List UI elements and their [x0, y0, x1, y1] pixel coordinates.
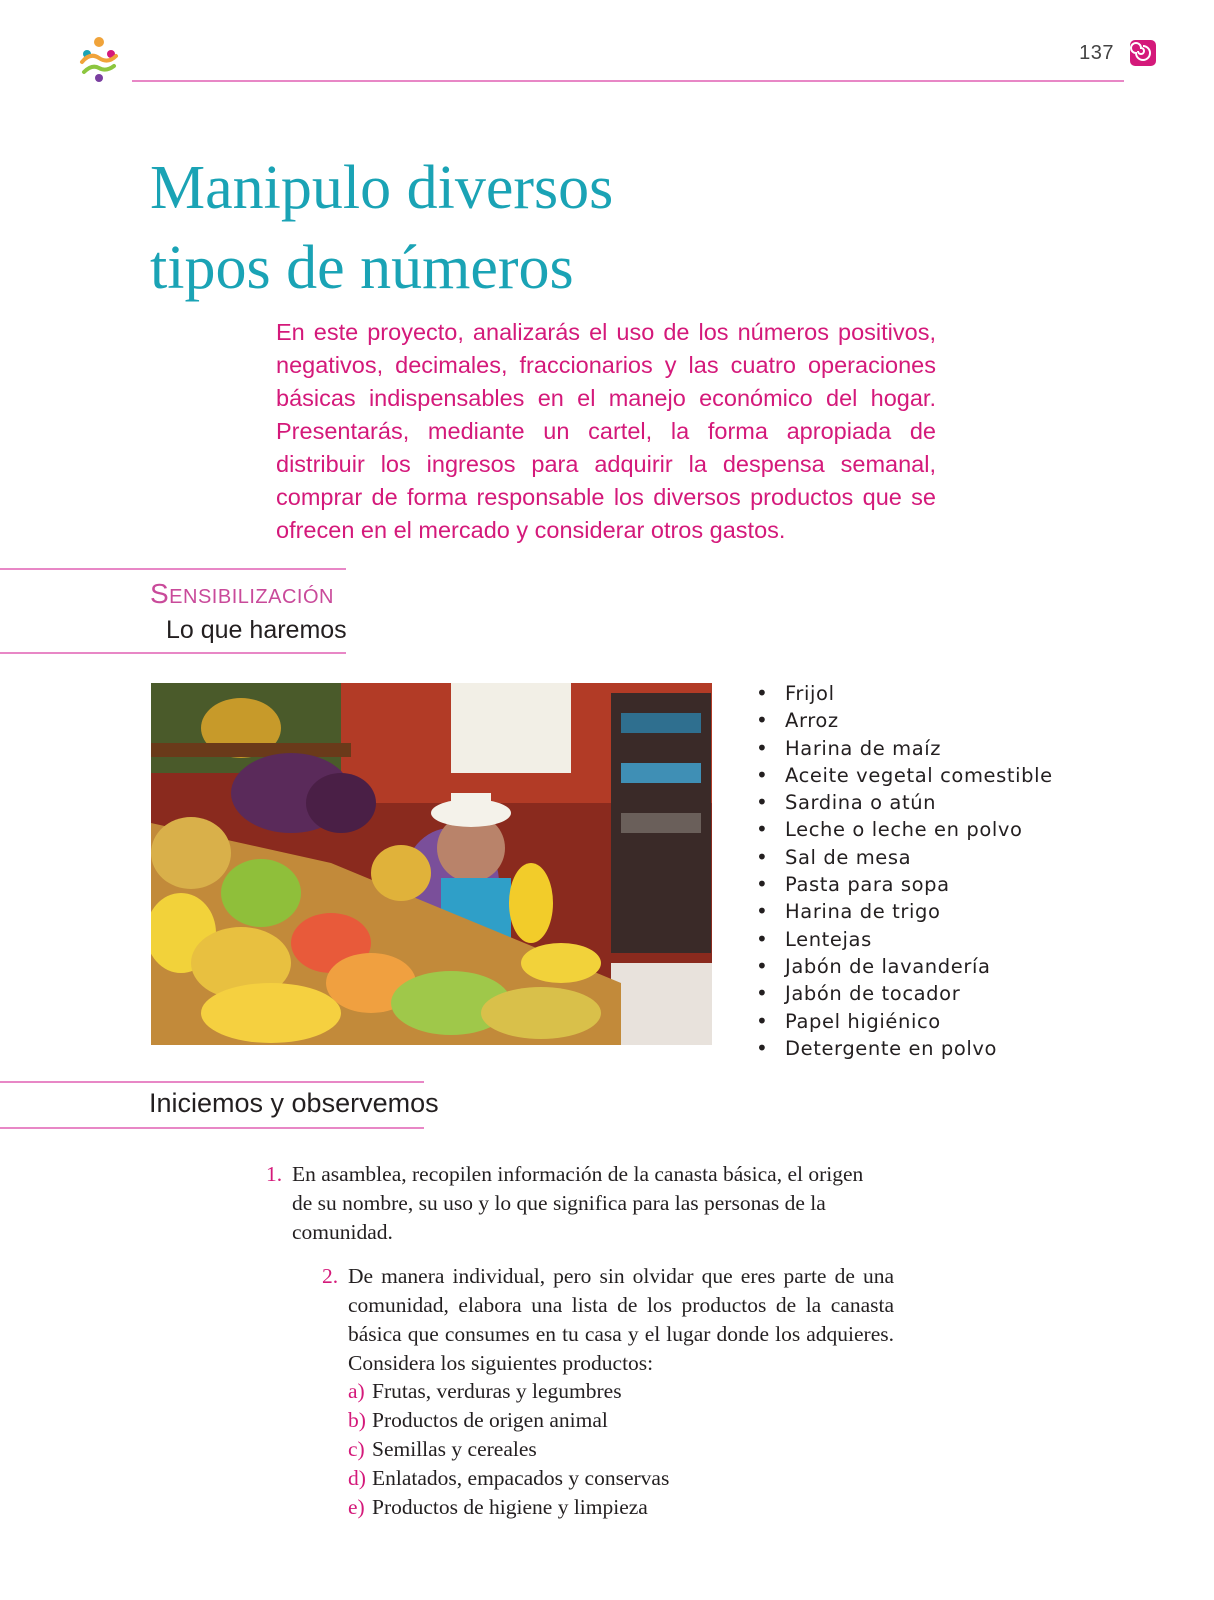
- sub-item: [348, 1464, 669, 1493]
- subsection-title: Iniciemos y observemos: [149, 1088, 439, 1118]
- list-item: • Leche o leche en polvo: [752, 816, 1053, 843]
- sub-item: [348, 1435, 669, 1464]
- sub-item-letter: a): [348, 1379, 365, 1403]
- list-item: • Sal de mesa: [752, 844, 1053, 871]
- spiral-ornament-icon: [1128, 38, 1158, 68]
- list-item: • Pasta para sopa: [752, 871, 1053, 898]
- sub-item-text: Enlatados, empacados y conservas: [372, 1466, 670, 1490]
- sub-item-list: [348, 1377, 669, 1522]
- sub-item-letter: d): [348, 1466, 366, 1490]
- sub-item-text: Productos de origen animal: [372, 1408, 608, 1432]
- list-item: • Harina de trigo: [752, 898, 1053, 925]
- question-1: [266, 1160, 872, 1247]
- section-rule-top: [0, 568, 346, 570]
- sub-item-letter: b): [348, 1408, 366, 1432]
- title-line-2: tipos de números: [150, 234, 574, 302]
- title-line-1: Manipulo diversos: [150, 154, 614, 222]
- page-title: [150, 148, 613, 308]
- product-list: [752, 680, 1053, 1062]
- book-logo-icon: [72, 32, 126, 86]
- list-item: • Jabón de lavandería: [752, 953, 1053, 980]
- section-label: Sensibilización: [150, 578, 334, 609]
- list-item: • Sardina o atún: [752, 789, 1053, 816]
- question-number: 1.: [266, 1162, 283, 1186]
- sub-item: [348, 1406, 669, 1435]
- list-item: • Papel higiénico: [752, 1008, 1053, 1035]
- list-item: • Frijol: [752, 680, 1053, 707]
- sub-item: [348, 1493, 669, 1522]
- list-item: • Lentejas: [752, 926, 1053, 953]
- sub-item: [348, 1377, 669, 1406]
- intro-paragraph: En este proyecto, analizarás el uso de los números positivos, negativos, decimales, fraccionarios y las cuatro operaciones básicas indispensables en el manejo económico del hogar. Presentarás, mediante un cartel, la forma apropiada de distribuir los ingresos para adquirir la despensa semanal, comprar de forma responsable los diversos productos que se ofrecen en el mercado y considerar otros gastos.: [276, 319, 936, 543]
- list-item: • Harina de maíz: [752, 735, 1053, 762]
- header-rule: [132, 80, 1124, 82]
- list-item: • Jabón de tocador: [752, 980, 1053, 1007]
- subsection-rule-bottom: [0, 1127, 424, 1129]
- list-item: • Aceite vegetal comestible: [752, 762, 1053, 789]
- market-vendor-photo: [151, 683, 712, 1045]
- sub-item-letter: e): [348, 1495, 365, 1519]
- section-subtitle: Lo que haremos: [166, 616, 347, 644]
- sub-item-text: Productos de higiene y limpieza: [372, 1495, 648, 1519]
- section-rule-bottom: [0, 652, 346, 654]
- page-number: 137: [1079, 42, 1114, 64]
- question-text: De manera individual, pero sin olvidar que eres parte de una comunidad, elabora una lista de los productos de la canasta básica que consumes en tu casa y el lugar donde los adquieres. Considera los siguientes productos:: [348, 1264, 894, 1375]
- list-item: • Detergente en polvo: [752, 1035, 1053, 1062]
- sub-item-text: Semillas y cereales: [372, 1437, 537, 1461]
- question-text: En asamblea, recopilen información de la canasta básica, el origen de su nombre, su uso y lo que significa para las personas de la comunidad.: [292, 1162, 864, 1244]
- subsection-rule-top: [0, 1081, 424, 1083]
- sub-item-letter: c): [348, 1437, 365, 1461]
- sub-item-text: Frutas, verduras y legumbres: [372, 1379, 622, 1403]
- question-2: [322, 1262, 894, 1378]
- question-number: 2.: [322, 1264, 339, 1288]
- list-item: • Arroz: [752, 707, 1053, 734]
